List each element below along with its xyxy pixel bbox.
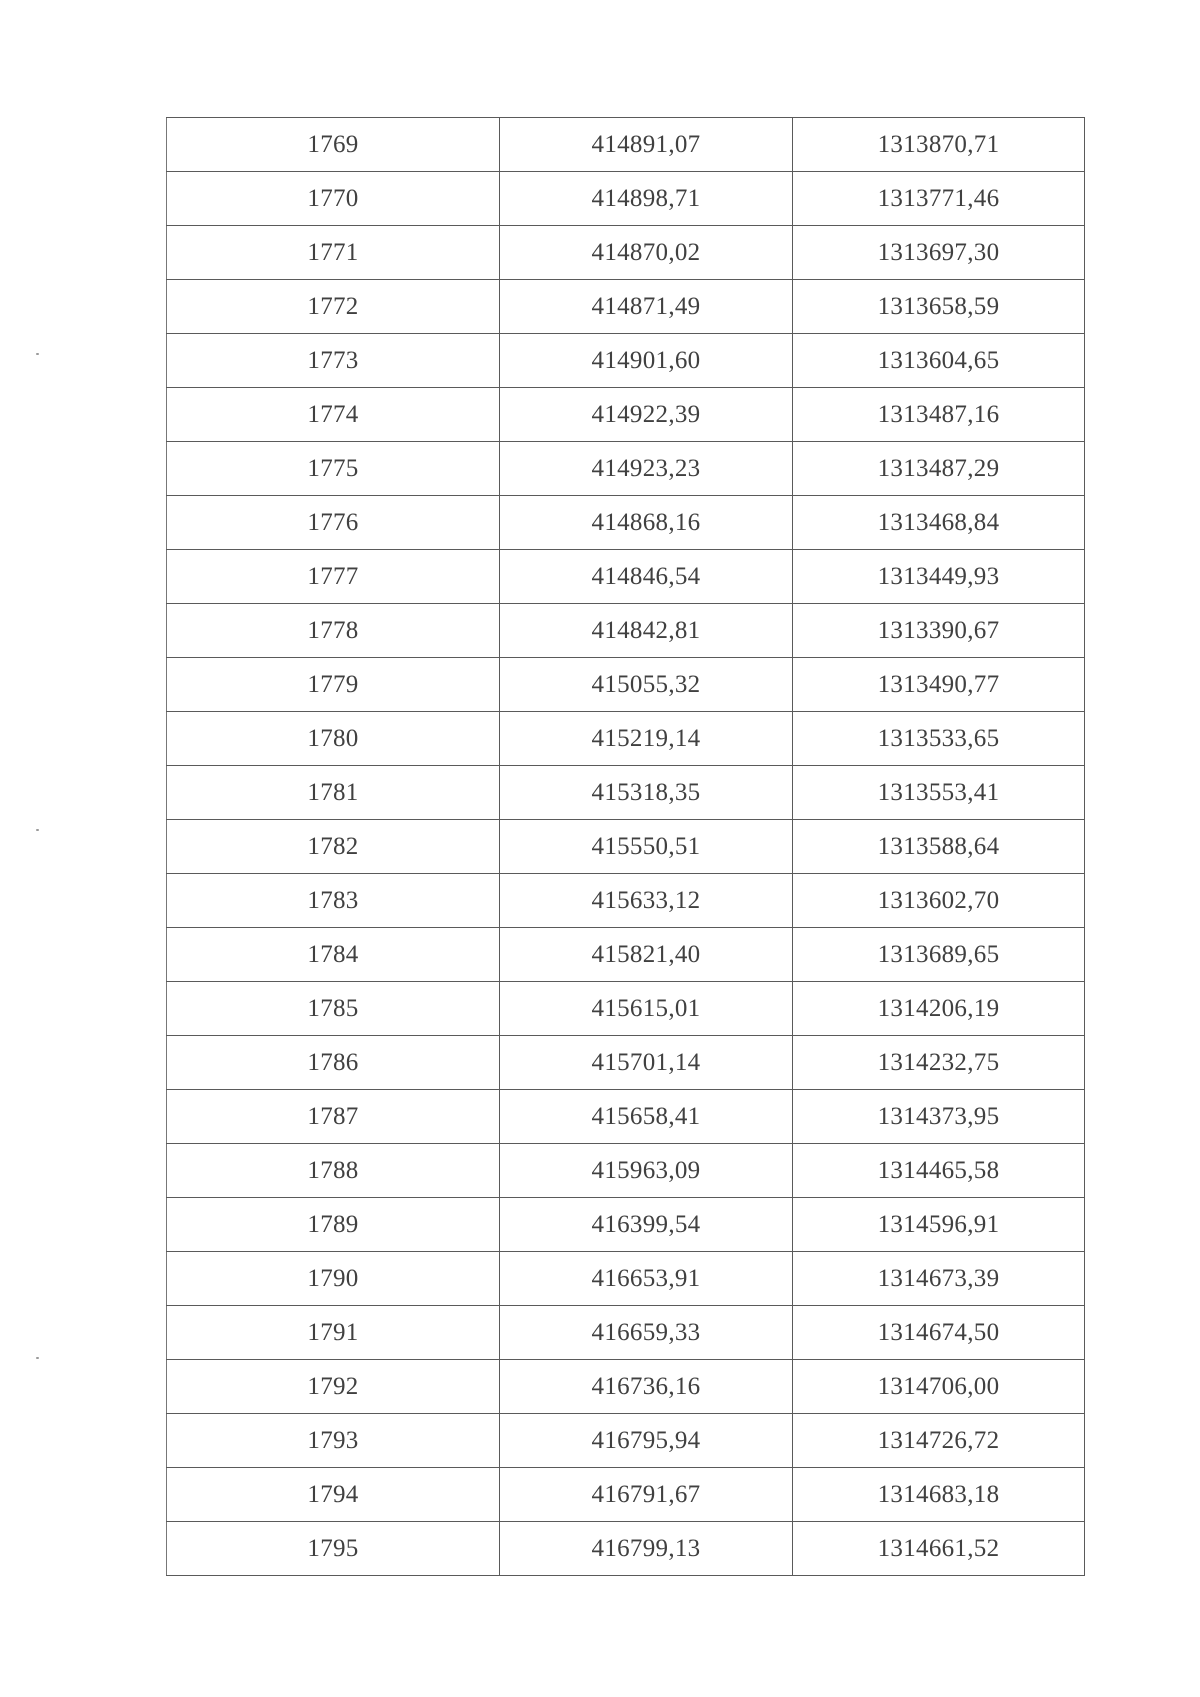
y-coordinate-cell: 1313697,30 [793,226,1085,280]
point-number-cell: 1779 [167,658,500,712]
point-number-cell: 1789 [167,1198,500,1252]
y-coordinate-cell: 1313390,67 [793,604,1085,658]
y-coordinate-cell: 1314706,00 [793,1360,1085,1414]
point-number-cell: 1787 [167,1090,500,1144]
x-coordinate-cell: 415658,41 [500,1090,793,1144]
point-number-cell: 1770 [167,172,500,226]
x-coordinate-cell: 414868,16 [500,496,793,550]
table-row [167,1144,1085,1198]
table-row [167,550,1085,604]
point-number-cell: 1795 [167,1522,500,1576]
x-coordinate-cell: 414898,71 [500,172,793,226]
table-row [167,1522,1085,1576]
x-coordinate-cell: 414922,39 [500,388,793,442]
point-number-cell: 1793 [167,1414,500,1468]
point-number-cell: 1788 [167,1144,500,1198]
y-coordinate-cell: 1313604,65 [793,334,1085,388]
y-coordinate-cell: 1313490,77 [793,658,1085,712]
table-row [167,334,1085,388]
table-row [167,766,1085,820]
table-row [167,1198,1085,1252]
point-number-cell: 1771 [167,226,500,280]
point-number-cell: 1775 [167,442,500,496]
x-coordinate-cell: 414870,02 [500,226,793,280]
table-row [167,982,1085,1036]
x-coordinate-cell: 414923,23 [500,442,793,496]
y-coordinate-cell: 1313771,46 [793,172,1085,226]
table-row [167,712,1085,766]
y-coordinate-cell: 1313588,64 [793,820,1085,874]
y-coordinate-cell: 1314674,50 [793,1306,1085,1360]
y-coordinate-cell: 1314373,95 [793,1090,1085,1144]
x-coordinate-cell: 416399,54 [500,1198,793,1252]
x-coordinate-cell: 416799,13 [500,1522,793,1576]
point-number-cell: 1777 [167,550,500,604]
y-coordinate-cell: 1313689,65 [793,928,1085,982]
y-coordinate-cell: 1314206,19 [793,982,1085,1036]
point-number-cell: 1781 [167,766,500,820]
y-coordinate-cell: 1314232,75 [793,1036,1085,1090]
table-body [167,118,1085,1576]
point-number-cell: 1778 [167,604,500,658]
table-row [167,1306,1085,1360]
scan-speck [36,353,39,355]
point-number-cell: 1782 [167,820,500,874]
point-number-cell: 1780 [167,712,500,766]
x-coordinate-cell: 414842,81 [500,604,793,658]
table-row [167,1414,1085,1468]
y-coordinate-cell: 1314683,18 [793,1468,1085,1522]
table-row [167,118,1085,172]
table-row [167,388,1085,442]
x-coordinate-cell: 415219,14 [500,712,793,766]
x-coordinate-cell: 416736,16 [500,1360,793,1414]
y-coordinate-cell: 1313658,59 [793,280,1085,334]
table-row [167,226,1085,280]
y-coordinate-cell: 1314465,58 [793,1144,1085,1198]
point-number-cell: 1792 [167,1360,500,1414]
y-coordinate-cell: 1313449,93 [793,550,1085,604]
x-coordinate-cell: 416795,94 [500,1414,793,1468]
table-row [167,1468,1085,1522]
table-row [167,820,1085,874]
point-number-cell: 1785 [167,982,500,1036]
point-number-cell: 1773 [167,334,500,388]
y-coordinate-cell: 1313602,70 [793,874,1085,928]
point-number-cell: 1794 [167,1468,500,1522]
scan-speck [36,829,39,831]
y-coordinate-cell: 1314596,91 [793,1198,1085,1252]
y-coordinate-cell: 1314726,72 [793,1414,1085,1468]
table-row [167,658,1085,712]
y-coordinate-cell: 1313487,29 [793,442,1085,496]
table-row [167,496,1085,550]
coordinates-table [166,117,1085,1576]
x-coordinate-cell: 415633,12 [500,874,793,928]
x-coordinate-cell: 414901,60 [500,334,793,388]
table-row [167,874,1085,928]
table-row [167,928,1085,982]
x-coordinate-cell: 415701,14 [500,1036,793,1090]
y-coordinate-cell: 1313487,16 [793,388,1085,442]
y-coordinate-cell: 1314661,52 [793,1522,1085,1576]
y-coordinate-cell: 1313533,65 [793,712,1085,766]
table-row [167,280,1085,334]
point-number-cell: 1772 [167,280,500,334]
y-coordinate-cell: 1313468,84 [793,496,1085,550]
x-coordinate-cell: 415550,51 [500,820,793,874]
table-row [167,442,1085,496]
x-coordinate-cell: 416791,67 [500,1468,793,1522]
point-number-cell: 1776 [167,496,500,550]
x-coordinate-cell: 414871,49 [500,280,793,334]
x-coordinate-cell: 415055,32 [500,658,793,712]
y-coordinate-cell: 1313553,41 [793,766,1085,820]
point-number-cell: 1784 [167,928,500,982]
x-coordinate-cell: 416653,91 [500,1252,793,1306]
point-number-cell: 1786 [167,1036,500,1090]
y-coordinate-cell: 1313870,71 [793,118,1085,172]
x-coordinate-cell: 415615,01 [500,982,793,1036]
x-coordinate-cell: 414891,07 [500,118,793,172]
scan-speck [36,1357,39,1359]
point-number-cell: 1790 [167,1252,500,1306]
point-number-cell: 1791 [167,1306,500,1360]
x-coordinate-cell: 414846,54 [500,550,793,604]
table-row [167,1252,1085,1306]
table-row [167,1036,1085,1090]
point-number-cell: 1774 [167,388,500,442]
table-row [167,604,1085,658]
point-number-cell: 1769 [167,118,500,172]
table-row [167,172,1085,226]
point-number-cell: 1783 [167,874,500,928]
y-coordinate-cell: 1314673,39 [793,1252,1085,1306]
x-coordinate-cell: 415821,40 [500,928,793,982]
x-coordinate-cell: 416659,33 [500,1306,793,1360]
x-coordinate-cell: 415318,35 [500,766,793,820]
x-coordinate-cell: 415963,09 [500,1144,793,1198]
table-row [167,1090,1085,1144]
table-row [167,1360,1085,1414]
